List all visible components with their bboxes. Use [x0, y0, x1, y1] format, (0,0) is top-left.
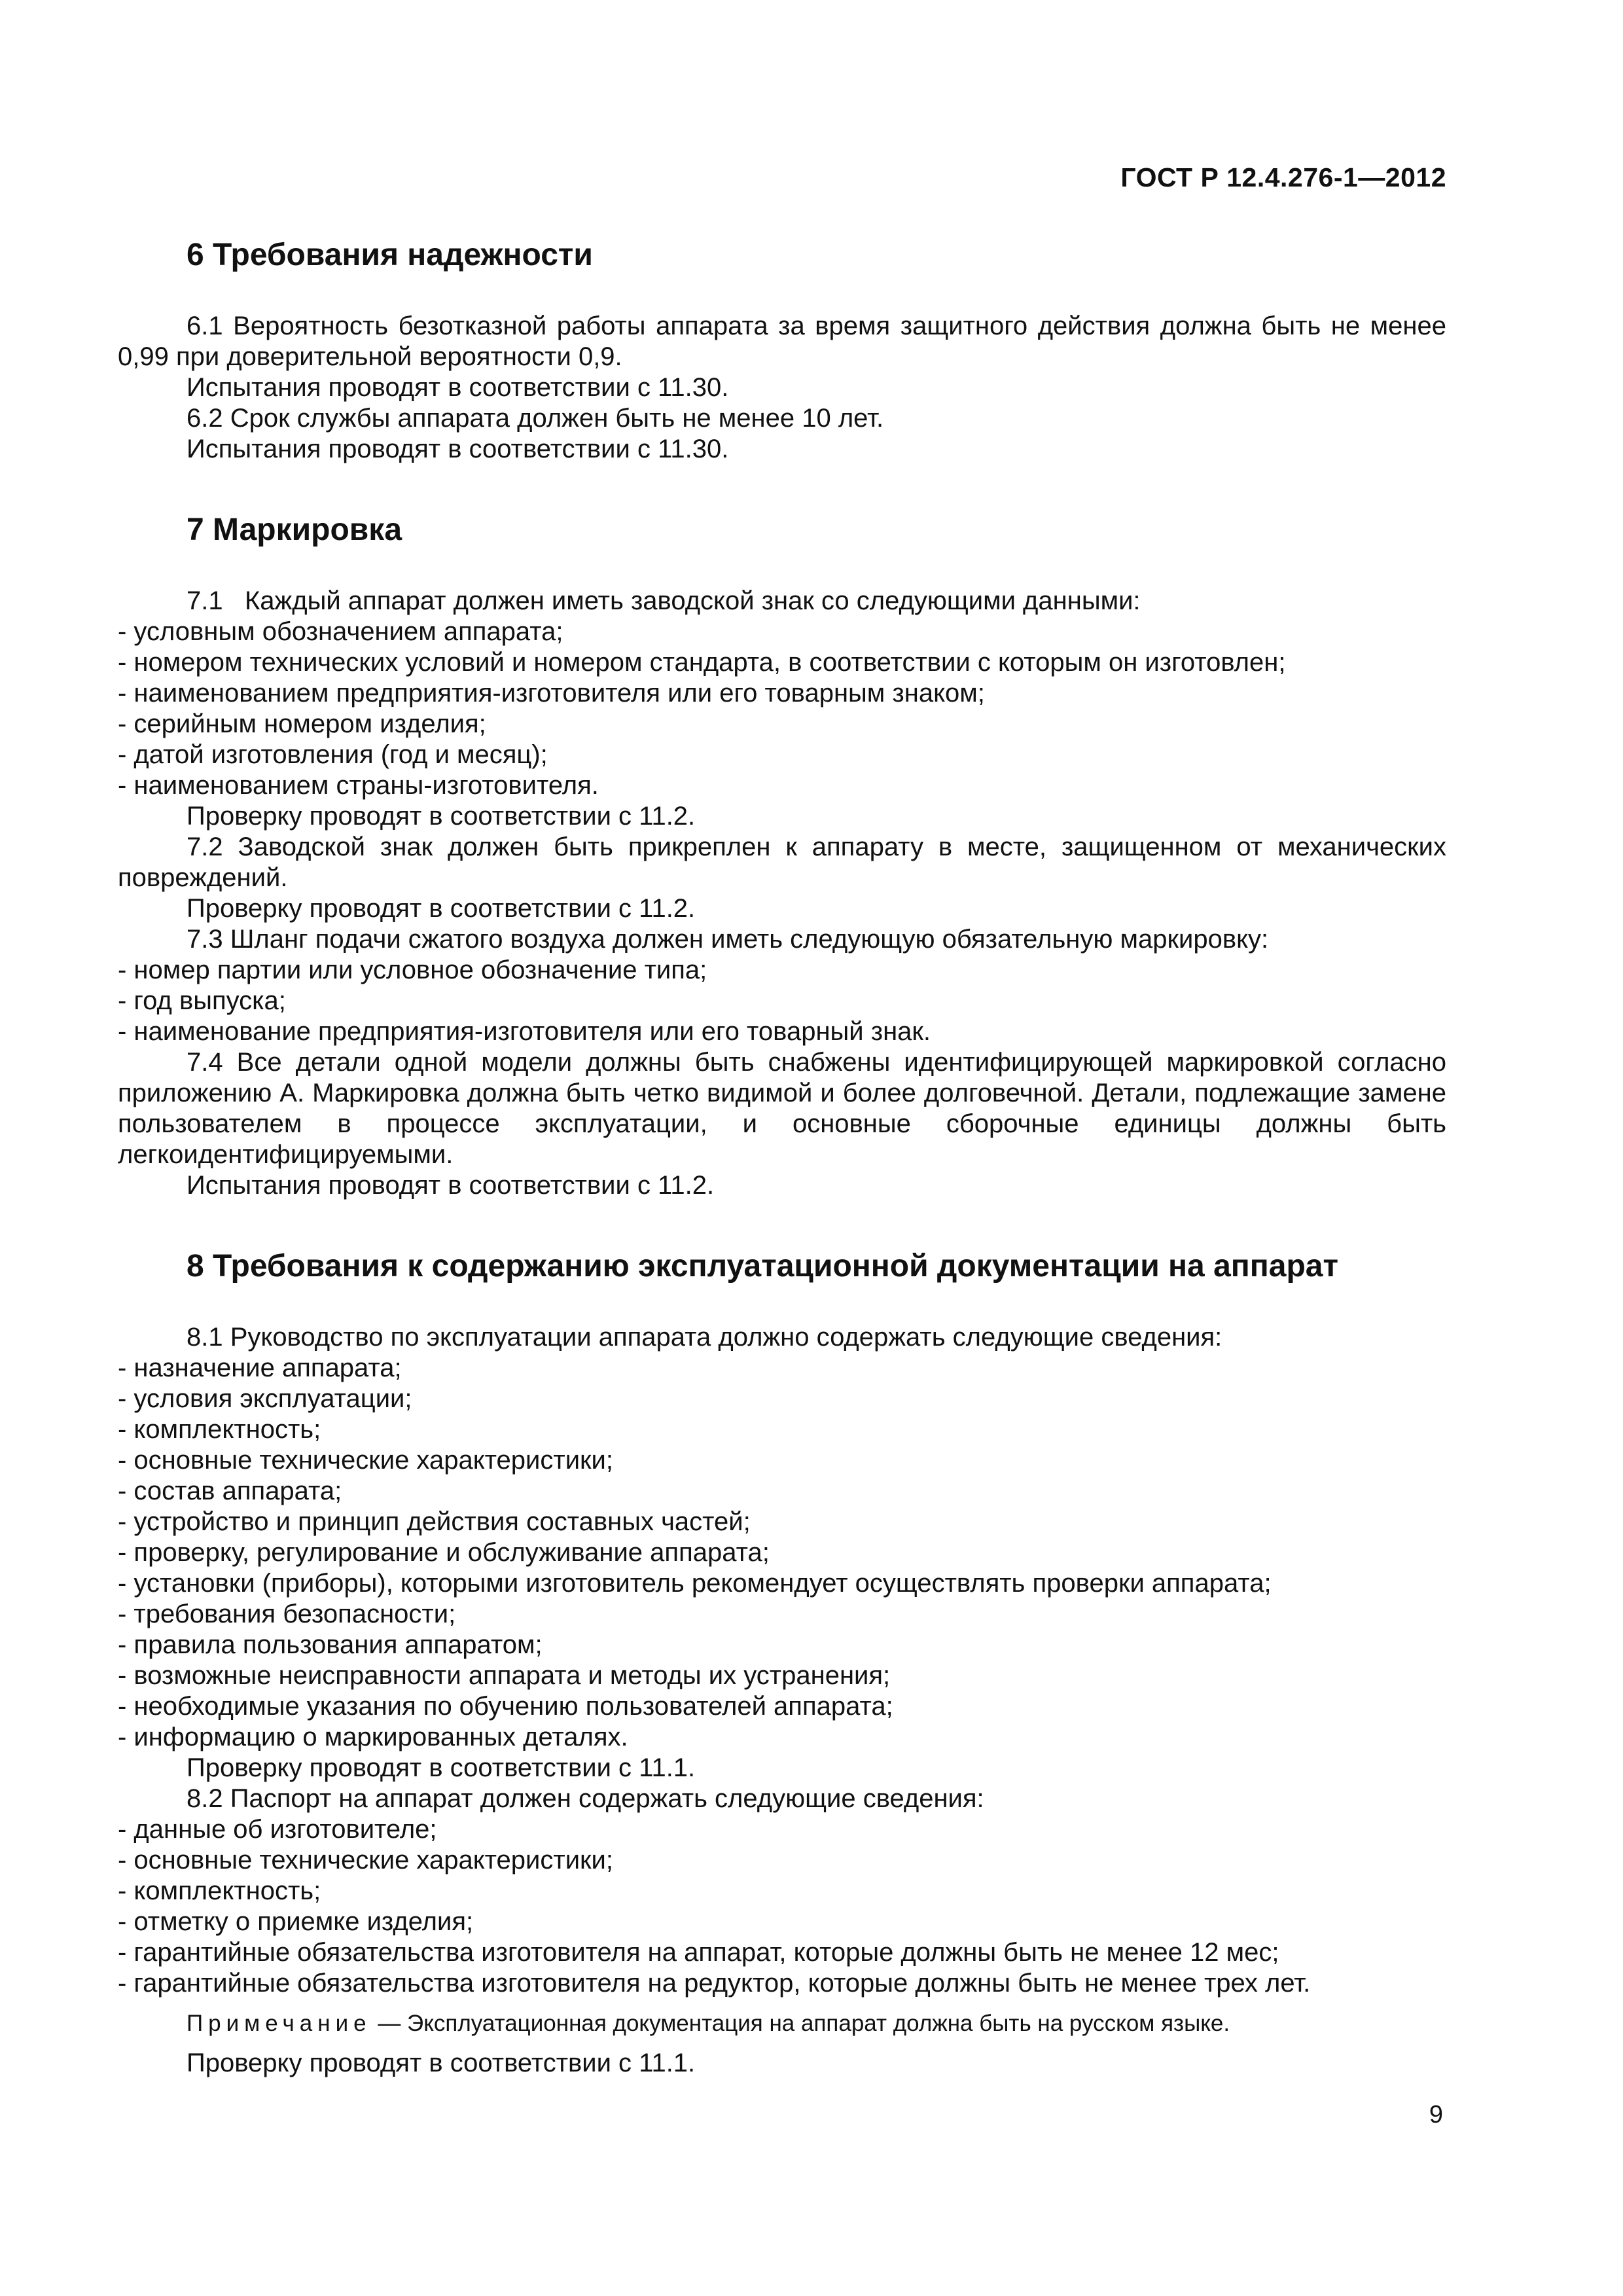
list-item: - год выпуска;	[118, 986, 286, 1015]
paragraph-7-4: 7.4 Все детали одной модели должны быть снабжены идентифицирующей маркировкой согласно приложению А. Маркировка должна быть четко видимой и более долговечной. Детали, подлежащие замене пользователем в процессе эксплуатации, и основные сборочные единицы должны быть легкоидентифицируемыми.	[118, 1048, 1446, 1169]
list-item: - назначение аппарата;	[118, 1354, 402, 1382]
paragraph-6-2: 6.2 Срок службы аппарата должен быть не менее 10 лет.	[187, 404, 884, 433]
list-item: - наименование предприятия-изготовителя или его товарный знак.	[118, 1017, 931, 1046]
list-item: - номером технических условий и номером стандарта, в соответствии с которым он изготовлен;	[118, 648, 1286, 677]
section-8-title: 8 Требования к содержанию эксплуатационной документации на аппарат	[187, 1249, 1338, 1283]
list-item: - основные технические характеристики;	[118, 1846, 613, 1874]
list-item: - состав аппарата;	[118, 1477, 342, 1505]
paragraph-7-3: 7.3 Шланг подачи сжатого воздуха должен иметь следующую обязательную маркировку:	[187, 925, 1269, 954]
list-item: - наименованием предприятия-изготовителя или его товарным знаком;	[118, 679, 985, 708]
paragraph-8-2: 8.2 Паспорт на аппарат должен содержать следующие сведения:	[187, 1784, 984, 1813]
list-item: - проверку, регулирование и обслуживание аппарата;	[118, 1538, 770, 1567]
list-item: - гарантийные обязательства изготовителя на редуктор, которые должны быть не менее трех лет.	[118, 1969, 1311, 1998]
paragraph-8-1: 8.1 Руководство по эксплуатации аппарата должно содержать следующие сведения:	[187, 1323, 1222, 1352]
page-content	[118, 223, 1446, 2079]
list-item: - гарантийные обязательства изготовителя на аппарат, которые должны быть не менее 12 мес;	[118, 1938, 1279, 1967]
list-item: - необходимые указания по обучению пользователей аппарата;	[118, 1692, 893, 1721]
paragraph-7-1: 7.1 Каждый аппарат должен иметь заводской знак со следующими данными:	[187, 586, 1141, 615]
list-item: - условия эксплуатации;	[118, 1384, 412, 1413]
section-6-body	[118, 311, 1446, 465]
list-item: - информацию о маркированных деталях.	[118, 1723, 628, 1751]
list-item: - условным обозначением аппарата;	[118, 617, 563, 646]
list-item: - основные технические характеристики;	[118, 1446, 613, 1475]
list-item: - требования безопасности;	[118, 1600, 456, 1628]
page-number: 9	[1429, 2101, 1443, 2128]
test-note: Испытания проводят в соответствии с 11.30.	[187, 435, 729, 463]
list-item: - серийным номером изделия;	[118, 709, 486, 738]
list-item: - номер партии или условное обозначение типа;	[118, 956, 707, 984]
check-note: Проверку проводят в соответствии с 11.1.	[187, 1753, 696, 1782]
list-item: - датой изготовления (год и месяц);	[118, 740, 548, 769]
list-item: - данные об изготовителе;	[118, 1815, 437, 1844]
list-item: - возможные неисправности аппарата и методы их устранения;	[118, 1661, 891, 1690]
section-7-body	[118, 586, 1446, 1201]
list-item: - комплектность;	[118, 1415, 321, 1444]
list-item: - отметку о приемке изделия;	[118, 1907, 474, 1936]
check-note: Проверку проводят в соответствии с 11.1.	[187, 2049, 696, 2077]
note-text: — Эксплуатационная документация на аппарат должна быть на русском языке.	[371, 2011, 1230, 2036]
paragraph-6-1: 6.1 Вероятность безотказной работы аппарата за время защитного действия должна быть не менее 0,99 при доверительной вероятности 0,9.	[118, 312, 1446, 371]
document-code: ГОСТ Р 12.4.276-1—2012	[1120, 162, 1446, 192]
test-note: Испытания проводят в соответствии с 11.30.	[187, 373, 729, 402]
list-item: - комплектность;	[118, 1876, 321, 1905]
note	[118, 2008, 1446, 2039]
list-item: - установки (приборы), которыми изготовитель рекомендует осуществлять проверки аппарата;	[118, 1569, 1272, 1598]
check-note: Проверку проводят в соответствии с 11.2.	[187, 894, 696, 923]
list-item: - наименованием страны-изготовителя.	[118, 771, 599, 800]
section-6-title: 6 Требования надежности	[187, 238, 593, 272]
check-note: Проверку проводят в соответствии с 11.2.	[187, 802, 696, 831]
section-8-body	[118, 1322, 1446, 2079]
section-7-title: 7 Маркировка	[187, 512, 402, 547]
note-label: Примечание	[187, 2011, 372, 2036]
check-note: Испытания проводят в соответствии с 11.2.	[187, 1171, 715, 1200]
list-item: - устройство и принцип действия составных частей;	[118, 1507, 751, 1536]
list-item: - правила пользования аппаратом;	[118, 1630, 543, 1659]
paragraph-7-2: 7.2 Заводской знак должен быть прикреплен к аппарату в месте, защищенном от механических повреждений.	[118, 833, 1446, 892]
